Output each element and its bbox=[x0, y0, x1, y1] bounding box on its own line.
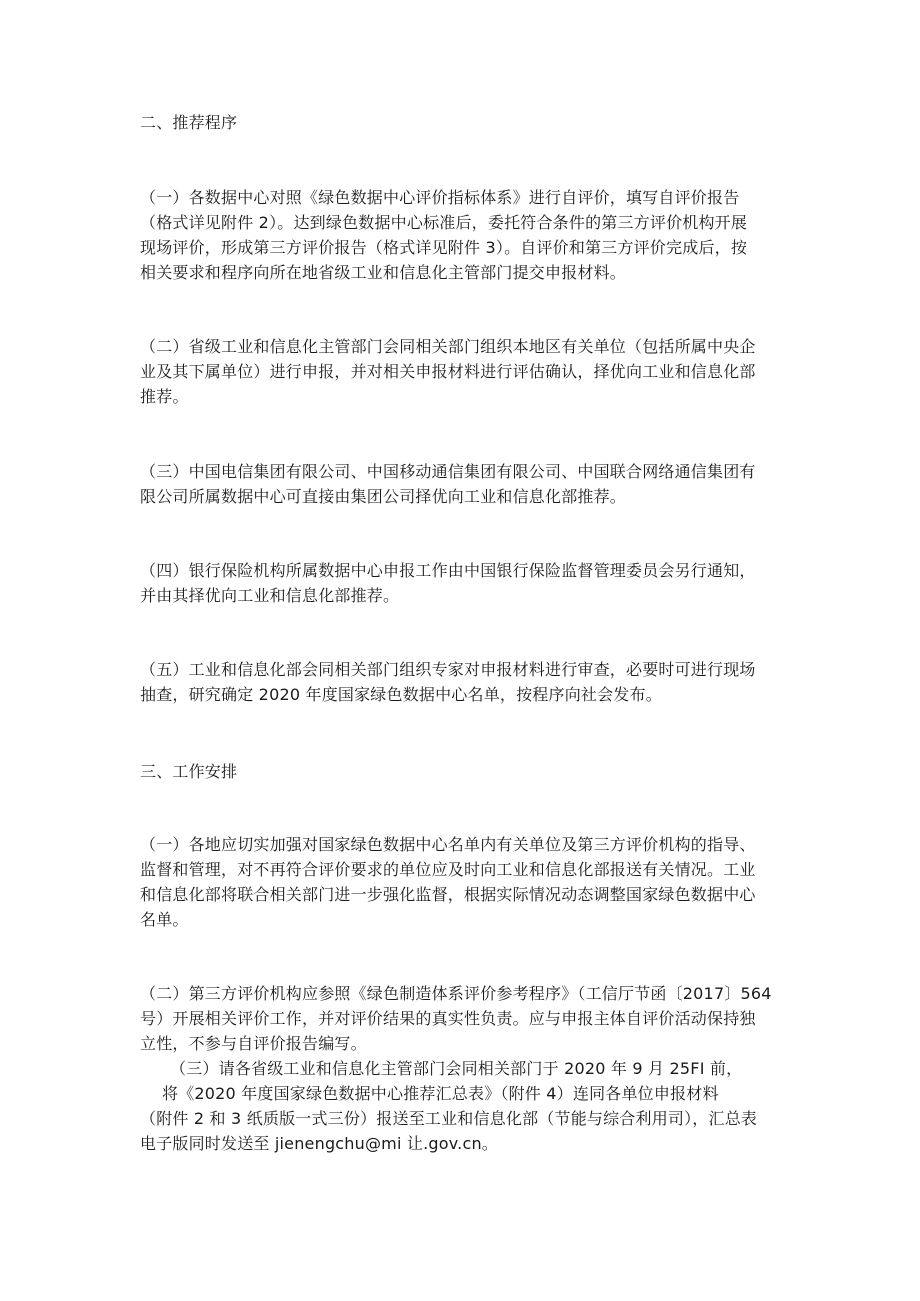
paragraph-line: 限公司所属数据中心可直接由集团公司择优向工业和信息化部推荐。 bbox=[140, 487, 627, 506]
paragraph-line: 相关要求和程序向所在地省级工业和信息化主管部门提交申报材料。 bbox=[140, 263, 627, 282]
paragraph-line: （三）中国电信集团有限公司、中国移动通信集团有限公司、中国联合网络通信集团有 bbox=[140, 462, 756, 481]
paragraph-line: 将《2020 年度国家绿色数据中心推荐汇总表》（附件 4）连同各单位申报材料 bbox=[162, 1084, 719, 1103]
paragraph-line: （四）银行保险机构所属数据中心申报工作由中国银行保险监督管理委员会另行通知， bbox=[140, 561, 756, 580]
paragraph-line: 和信息化部将联合相关部门进一步强化监督，根据实际情况动态调整国家绿色数据中心 bbox=[140, 885, 756, 904]
paragraph-line: （二）第三方评价机构应参照《绿色制造体系评价参考程序》（工信厅节函〔2017〕564 bbox=[140, 984, 772, 1003]
paragraph-line: （附件 2 和 3 纸质版一式三份）报送至工业和信息化部（节能与综合利用司），汇总表 bbox=[140, 1109, 758, 1128]
paragraph-line: 现场评价，形成第三方评价报告（格式详见附件 3）。自评价和第三方评价完成后，按 bbox=[140, 238, 748, 257]
paragraph-line: 名单。 bbox=[140, 910, 189, 929]
paragraph-line: 监督和管理，对不再符合评价要求的单位应及时向工业和信息化部报送有关情况。工业 bbox=[140, 860, 756, 879]
section-heading-recommendation: 二、推荐程序 bbox=[140, 113, 238, 132]
paragraph-line: 电子版同时发送至 jienengchu@mi 让.gov.cn。 bbox=[140, 1134, 498, 1153]
paragraph-line: 业及其下属单位）进行申报，并对相关申报材料进行评估确认，择优向工业和信息化部 bbox=[140, 362, 756, 381]
paragraph-line: 推荐。 bbox=[140, 387, 189, 406]
paragraph-line: 立性，不参与自评价报告编写。 bbox=[140, 1034, 367, 1053]
paragraph-line: （五）工业和信息化部会同相关部门组织专家对申报材料进行审查，必要时可进行现场 bbox=[140, 660, 756, 679]
section-heading-work-arrangement: 三、工作安排 bbox=[140, 762, 238, 781]
paragraph-line: （一）各数据中心对照《绿色数据中心评价指标体系》进行自评价，填写自评价报告 bbox=[140, 188, 740, 207]
paragraph-line: 抽查，研究确定 2020 年度国家绿色数据中心名单，按程序向社会发布。 bbox=[140, 685, 662, 704]
paragraph-line: 号）开展相关评价工作，并对评价结果的真实性负责。应与申报主体自评价活动保持独 bbox=[140, 1009, 756, 1028]
paragraph-line: （格式详见附件 2）。达到绿色数据中心标准后，委托符合条件的第三方评价机构开展 bbox=[140, 213, 748, 232]
paragraph-line: （二）省级工业和信息化主管部门会同相关部门组织本地区有关单位（包括所属中央企 bbox=[140, 337, 756, 356]
paragraph-line: （三）请各省级工业和信息化主管部门会同相关部门于 2020 年 9 月 25FI 前， bbox=[170, 1059, 743, 1078]
paragraph-line: （一）各地应切实加强对国家绿色数据中心名单内有关单位及第三方评价机构的指导、 bbox=[140, 835, 756, 854]
paragraph-line: 并由其择优向工业和信息化部推荐。 bbox=[140, 586, 400, 605]
